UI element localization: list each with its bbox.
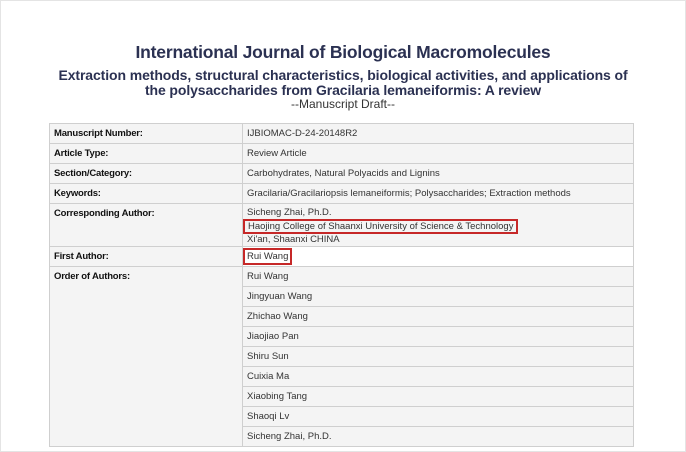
value-first-author-cell [243, 247, 634, 267]
affiliation-line [247, 219, 629, 234]
author-item: Jiaojiao Pan [243, 327, 633, 347]
author-item: Rui Wang [243, 267, 633, 287]
corresponding-author-name: Sicheng Zhai, Ph.D. [247, 207, 332, 218]
value-manuscript-number: IJBIOMAC-D-24-20148R2 [243, 124, 634, 144]
label-first-author: First Author: [50, 247, 243, 267]
document-header [0, 41, 686, 111]
corresponding-author-location: Xi'an, Shaanxi CHINA [247, 234, 340, 245]
author-item: Zhichao Wang [243, 307, 633, 327]
highlighted-affiliation: Haojing College of Shaanxi University of Science & Technology [243, 219, 518, 234]
row-article-type [50, 144, 634, 164]
label-corresponding-author: Corresponding Author: [50, 204, 243, 247]
label-manuscript-number: Manuscript Number: [50, 124, 243, 144]
author-item: Sicheng Zhai, Ph.D. [243, 427, 633, 446]
author-item: Xiaobing Tang [243, 387, 633, 407]
row-section-category [50, 164, 634, 184]
value-keywords: Gracilaria/Gracilariopsis lemaneiformis; Polysaccharides; Extraction methods [243, 184, 634, 204]
value-article-type: Review Article [243, 144, 634, 164]
row-first-author [50, 247, 634, 267]
paper-title [0, 68, 686, 98]
author-item: Jingyuan Wang [243, 287, 633, 307]
author-item: Shaoqi Lv [243, 407, 633, 427]
label-keywords: Keywords: [50, 184, 243, 204]
row-keywords [50, 184, 634, 204]
author-item: Cuixia Ma [243, 367, 633, 387]
row-corresponding-author [50, 204, 634, 247]
value-section-category: Carbohydrates, Natural Polyacids and Lignins [243, 164, 634, 184]
draft-label: --Manuscript Draft-- [290, 97, 395, 111]
highlighted-first-author: Rui Wang [243, 248, 292, 265]
row-order-of-authors [50, 267, 634, 447]
paper-title-line-1: Extraction methods, structural characteristics, biological activities, and applications of [58, 67, 628, 83]
journal-name: International Journal of Biological Macromolecules [135, 42, 551, 62]
label-order-of-authors: Order of Authors: [50, 267, 243, 447]
label-article-type: Article Type: [50, 144, 243, 164]
value-corresponding-author [243, 204, 634, 247]
manuscript-metadata-table [49, 123, 634, 447]
paper-title-line-2: the polysaccharides from Gracilaria lemaneiformis: A review [144, 82, 542, 98]
value-order-of-authors [243, 267, 634, 447]
label-section-category: Section/Category: [50, 164, 243, 184]
author-item: Shiru Sun [243, 347, 633, 367]
row-manuscript-number [50, 124, 634, 144]
